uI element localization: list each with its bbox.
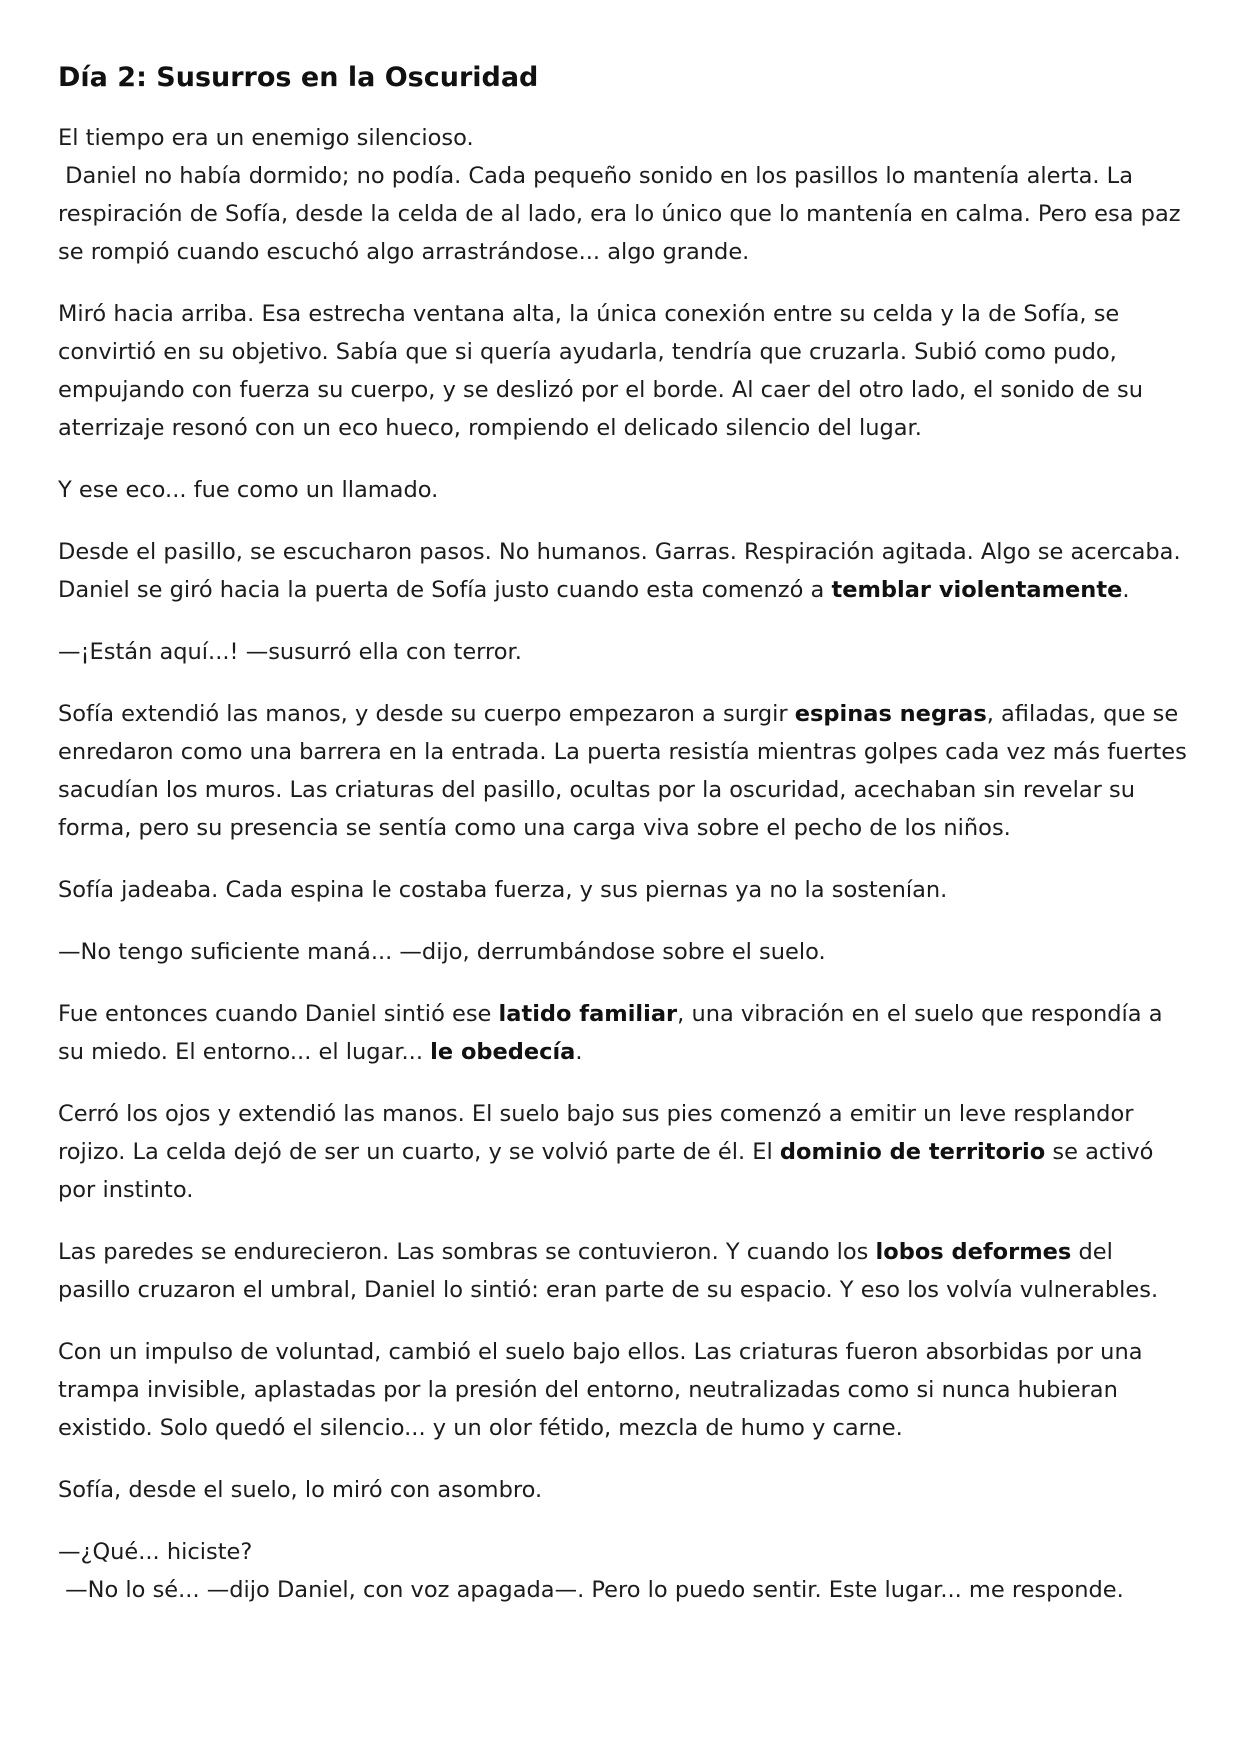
paragraph-4-bold: temblar violentamente — [831, 577, 1123, 604]
paragraph-11-bold: lobos deformes — [875, 1239, 1072, 1266]
paragraph-11 — [58, 1233, 1188, 1309]
paragraph-3: Y ese eco... fue como un llamado. — [58, 477, 439, 504]
paragraph-9-end: . — [575, 1039, 583, 1066]
paragraph-11-text: Las paredes se endurecieron. Las sombras se contuvieron. Y cuando los — [58, 1239, 876, 1266]
document-page — [58, 52, 1188, 1633]
paragraph-9-bold-1: latido familiar — [498, 1001, 678, 1028]
paragraph-12: Con un impulso de voluntad, cambió el suelo bajo ellos. Las criaturas fueron absorbidas por una trampa invisible, aplastadas por la presión del entorno, neutralizadas como si nunca hubieran existido. Solo quedó el silencio... y un olor fétido, mezcla de humo y carne. — [58, 1339, 1143, 1442]
paragraph-9-middle: , una vibración en el suelo que respondía a su miedo. El entorno... el lugar... — [58, 1001, 1163, 1066]
paragraph-6-text: Sofía extendió las manos, y desde su cuerpo empezaron a surgir — [58, 701, 795, 728]
paragraph-6-end: , afiladas, que se enredaron como una barrera en la entrada. La puerta resistía mientras golpes cada vez más fuertes sacudían los muros. Las criaturas del pasillo, ocultas por la oscuridad, acechaban sin revelar su forma, pero su presencia se sentía como una carga viva sobre el pecho de los niños. — [58, 701, 1187, 842]
paragraph-10 — [58, 1095, 1188, 1209]
paragraph-1-line-2: Daniel no había dormido; no podía. Cada pequeño sonido en los pasillos lo mantenía alerta. La respiración de Sofía, desde la celda de al lado, era lo único que lo mantenía en calma. Pero esa paz se rompió cuando escuchó algo arrastrándose... algo grande. — [58, 163, 1188, 266]
paragraph-6-bold: espinas negras — [794, 701, 987, 728]
paragraph-4 — [58, 533, 1188, 609]
paragraph-14 — [58, 1533, 1188, 1609]
paragraph-6 — [58, 695, 1188, 847]
paragraph-4-text: Desde el pasillo, se escucharon pasos. No humanos. Garras. Respiración agitada. Algo se acercaba. Daniel se giró hacia la puerta de Sofía justo cuando esta comenzó a — [58, 539, 1181, 604]
paragraph-1 — [58, 119, 1188, 271]
paragraph-5: —¡Están aquí...! —susurró ella con terror. — [58, 639, 522, 666]
paragraph-10-bold: dominio de territorio — [779, 1139, 1046, 1166]
paragraph-10-text: Cerró los ojos y extendió las manos. El suelo bajo sus pies comenzó a emitir un leve resplandor rojizo. La celda dejó de ser un cuarto, y se volvió parte de él. El — [58, 1101, 1134, 1166]
paragraph-9-text: Fue entonces cuando Daniel sintió ese — [58, 1001, 499, 1028]
paragraph-2: Miró hacia arriba. Esa estrecha ventana alta, la única conexión entre su celda y la de Sofía, se convirtió en su objetivo. Sabía que si quería ayudarla, tendría que cruzarla. Subió como pudo, empujando con fuerza su cuerpo, y se deslizó por el borde. Al caer del otro lado, el sonido de su aterrizaje resonó con un eco hueco, rompiendo el delicado silencio del lugar. — [58, 301, 1143, 442]
paragraph-9-bold-2: le obedecía — [430, 1039, 576, 1066]
paragraph-10-end: se activó por instinto. — [58, 1139, 1154, 1204]
paragraph-7: Sofía jadeaba. Cada espina le costaba fuerza, y sus piernas ya no la sostenían. — [58, 877, 948, 904]
paragraph-14-line-1: —¿Qué... hiciste? — [58, 1539, 253, 1566]
page-title: Día 2: Susurros en la Oscuridad — [58, 62, 539, 93]
paragraph-8: —No tengo suficiente maná... —dijo, derrumbándose sobre el suelo. — [58, 939, 826, 966]
paragraph-1-line-1: El tiempo era un enemigo silencioso. — [58, 125, 474, 152]
paragraph-4-end: . — [1122, 577, 1130, 604]
paragraph-9 — [58, 995, 1188, 1071]
paragraph-14-line-2: —No lo sé... —dijo Daniel, con voz apagada—. Pero lo puedo sentir. Este lugar... me responde. — [58, 1577, 1124, 1604]
paragraph-11-end: del pasillo cruzaron el umbral, Daniel lo sintió: eran parte de su espacio. Y eso los volvía vulnerables. — [58, 1239, 1159, 1304]
paragraph-13: Sofía, desde el suelo, lo miró con asombro. — [58, 1477, 543, 1504]
